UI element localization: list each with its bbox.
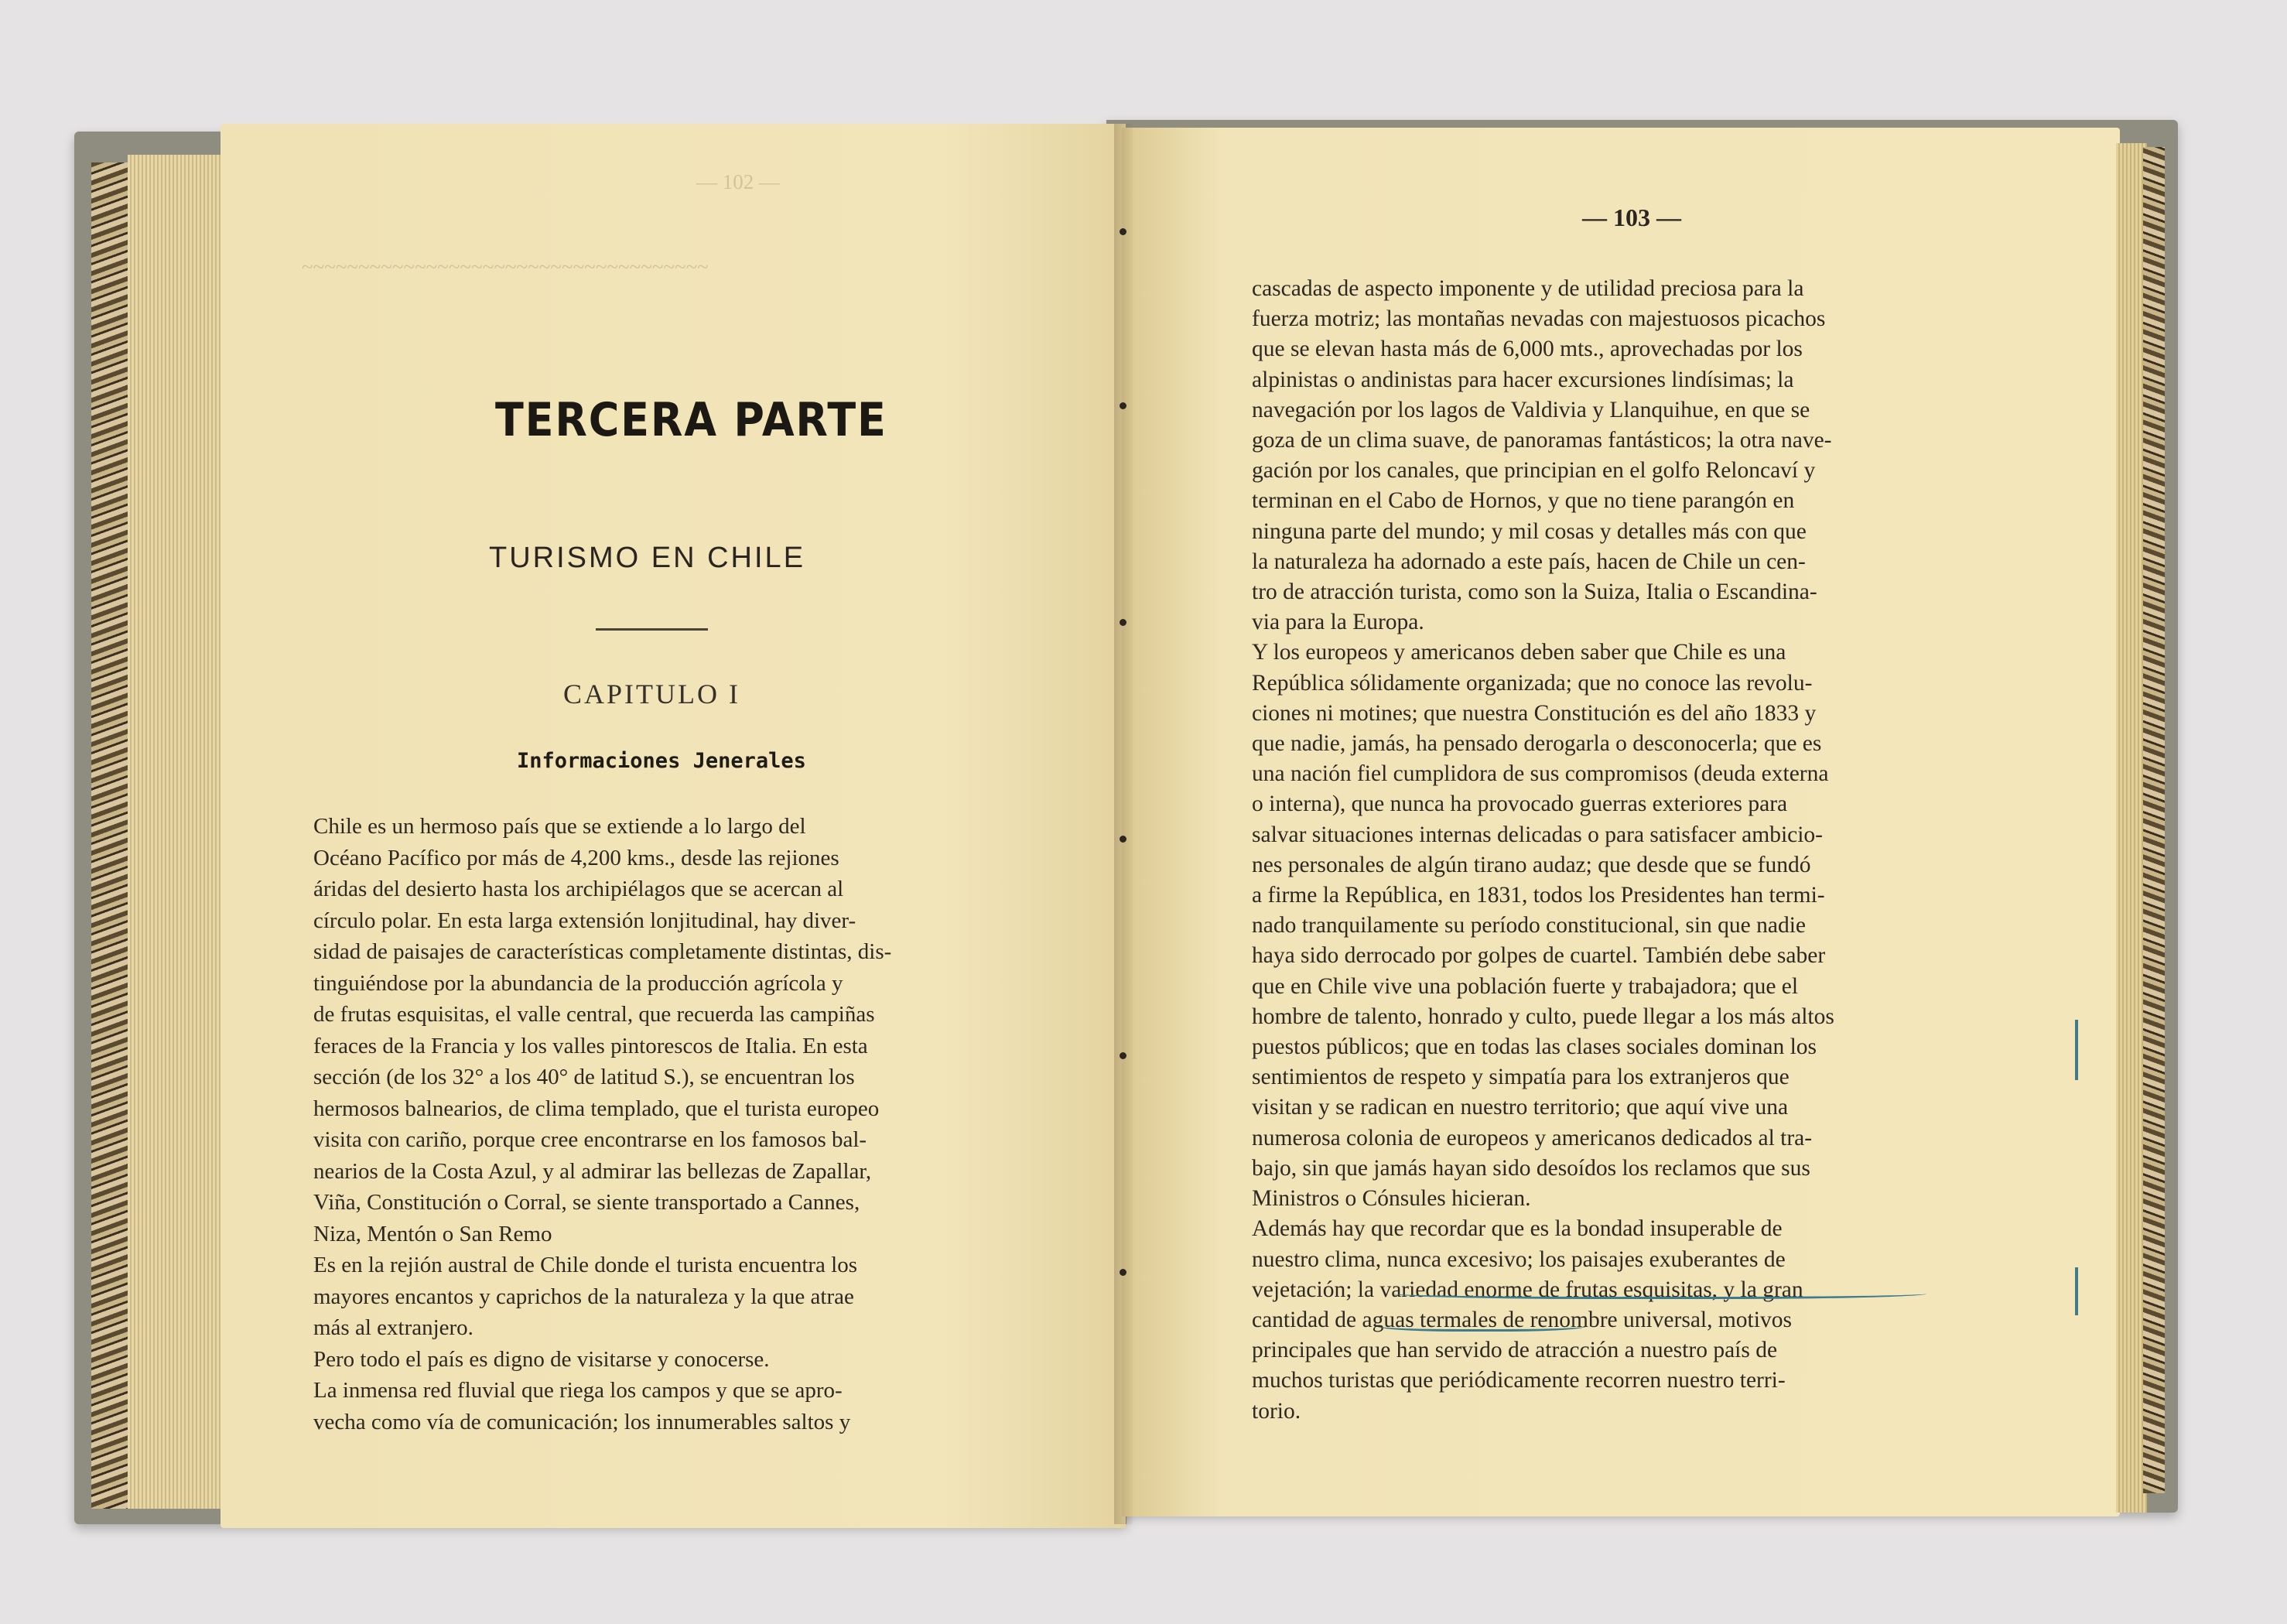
pencil-underline bbox=[1393, 1286, 1926, 1299]
text-line: que se elevan hasta más de 6,000 mts., aprovechadas por los bbox=[1252, 337, 1803, 362]
text-line: la naturaleza ha adornado a este país, hacen de Chile un cen- bbox=[1252, 549, 1806, 574]
text-line: sidad de paisajes de características completamente distintas, dis- bbox=[313, 939, 892, 964]
text-line: Ministros o Cónsules hicieran. bbox=[1252, 1186, 1531, 1212]
text-line: cascadas de aspecto imponente y de utilidad preciosa para la bbox=[1252, 276, 1804, 301]
text-line: bajo, sin que jamás hayan sido desoídos los reclamos que sus bbox=[1252, 1155, 1810, 1181]
text-line: Y los europeos y americanos deben saber que Chile es una bbox=[1252, 640, 1786, 665]
text-line: Océano Pacífico por más de 4,200 kms., desde las rejiones bbox=[313, 845, 839, 870]
text-line: gación por los canales, que principian en el golfo Reloncaví y bbox=[1252, 458, 1816, 484]
text-line: Niza, Mentón o San Remo bbox=[313, 1221, 552, 1246]
text-line: La inmensa red fluvial que riega los campos y que se apro- bbox=[313, 1378, 843, 1403]
text-line: Viña, Constitución o Corral, se siente transportado a Cannes, bbox=[313, 1190, 860, 1215]
text-line: de frutas esquisitas, el valle central, que recuerda las campiñas bbox=[313, 1002, 875, 1027]
text-line: nes personales de algún tirano audaz; que desde que se fundó bbox=[1252, 852, 1811, 877]
text-line: a firme la República, en 1831, todos los Presidentes han termi- bbox=[1252, 883, 1825, 908]
text-line: que en Chile vive una población fuerte y trabajadora; que el bbox=[1252, 973, 1799, 999]
text-line: haya sido derrocado por golpes de cuartel. También debe saber bbox=[1252, 943, 1826, 969]
text-line: terminan en el Cabo de Hornos, y que no tiene parangón en bbox=[1252, 488, 1795, 514]
text-line: vejetación; la variedad enorme de frutas esquisitas, y la gran bbox=[1252, 1277, 1803, 1302]
chapter-title: CAPITULO I bbox=[563, 679, 740, 709]
text-line: nearios de la Costa Azul, y al admirar las bellezas de Zapallar, bbox=[313, 1158, 872, 1184]
text-line: Además hay que recordar que es la bondad insuperable de bbox=[1252, 1216, 1783, 1242]
text-line: cantidad de aguas termales de renombre universal, motivos bbox=[1252, 1307, 1792, 1332]
text-line: muchos turistas que periódicamente recorren nuestro terri- bbox=[1252, 1368, 1786, 1393]
text-line: salvar situaciones internas delicadas o para satisfacer ambicio- bbox=[1252, 822, 1824, 847]
text-line: goza de un clima suave, de panoramas fantásticos; la otra nave- bbox=[1252, 428, 1832, 453]
margin-pencil-mark bbox=[2075, 1267, 2078, 1315]
text-line: nado tranquilamente su período constitucional, sin que nadie bbox=[1252, 913, 1807, 939]
text-line: principales que han servido de atracción a nuestro país de bbox=[1252, 1338, 1778, 1363]
marbled-endpaper-right bbox=[2143, 147, 2165, 1493]
section-title: Informaciones Jenerales bbox=[517, 749, 806, 773]
page-number: — 103 — bbox=[1582, 203, 1681, 231]
text-line: tinguiéndose por la abundancia de la producción agrícola y bbox=[313, 970, 843, 996]
binding-stitch bbox=[1120, 228, 1126, 235]
text-line: mayores encantos y caprichos de la naturaleza y la que atrae bbox=[313, 1284, 854, 1309]
text-line: áridas del desierto hasta los archipiélagos que se acercan al bbox=[313, 877, 844, 901]
binding-stitch bbox=[1120, 1269, 1126, 1276]
left-page-body bbox=[313, 811, 1044, 1438]
text-line: feraces de la Francia y los valles pintorescos de Italia. En esta bbox=[313, 1033, 868, 1058]
text-line: ciones ni motines; que nuestra Constitución es del año 1833 y bbox=[1252, 700, 1817, 726]
text-line: puestos públicos; que en todas las clases sociales dominan los bbox=[1252, 1034, 1817, 1060]
right-page-body bbox=[1252, 274, 2053, 1427]
page-edges-right bbox=[2116, 143, 2147, 1513]
pencil-underline bbox=[1377, 1318, 1586, 1332]
text-line: Es en la rejión austral de Chile donde el turista encuentra los bbox=[313, 1253, 858, 1277]
bleed-through-text: ~~~~~~~~~~~~~~~~~~~~~~~~~~~~~~~~~~~~ bbox=[302, 255, 709, 279]
text-line: alpinistas o andinistas para hacer excursiones lindísimas; la bbox=[1252, 367, 1794, 392]
text-line: sentimientos de respeto y simpatía para los extranjeros que bbox=[1252, 1065, 1790, 1090]
text-line: hombre de talento, honrado y culto, puede llegar a los más altos bbox=[1252, 1003, 1834, 1029]
text-line: numerosa colonia de europeos y americanos dedicados al tra- bbox=[1252, 1125, 1813, 1150]
text-line: fuerza motriz; las montañas nevadas con majestuosos picachos bbox=[1252, 306, 1826, 332]
text-line: nuestro clima, nunca excesivo; los paisajes exuberantes de bbox=[1252, 1246, 1786, 1272]
text-line: visita con cariño, porque cree encontrarse en los famosos bal- bbox=[313, 1127, 867, 1152]
binding-stitch bbox=[1120, 1052, 1126, 1059]
text-line: más al extranjero. bbox=[313, 1315, 473, 1340]
text-line: que nadie, jamás, ha pensado derogarla o desconocerla; que es bbox=[1252, 731, 1822, 757]
margin-pencil-mark bbox=[2075, 1020, 2078, 1080]
text-line: Chile es un hermoso país que se extiende a lo largo del bbox=[313, 814, 806, 839]
binding-stitch bbox=[1120, 836, 1126, 843]
page-heading: TERCERA PARTE bbox=[495, 393, 887, 447]
binding-stitch bbox=[1120, 619, 1126, 626]
text-line: sección (de los 32° a los 40° de latitud S.), se encuentran los bbox=[313, 1065, 855, 1089]
text-line: hermosos balnearios, de clima templado, que el turista europeo bbox=[313, 1096, 880, 1121]
text-line: navegación por los lagos de Valdivia y Llanquihue, en que se bbox=[1252, 397, 1810, 422]
text-line: visitan y se radican en nuestro territorio; que aquí vive una bbox=[1252, 1095, 1789, 1120]
text-line: círculo polar. En esta larga extensión lonjitudinal, hay diver- bbox=[313, 908, 856, 933]
page-subheading: TURISMO EN CHILE bbox=[489, 542, 806, 574]
book-gutter bbox=[1114, 124, 1133, 1524]
text-line: tro de atracción turista, como son la Suiza, Italia o Escandina- bbox=[1252, 580, 1817, 605]
text-line: una nación fiel cumplidora de sus compromisos (deuda externa bbox=[1252, 761, 1829, 787]
divider-rule bbox=[596, 628, 708, 631]
text-line: o interna), que nunca ha provocado guerras exteriores para bbox=[1252, 791, 1788, 817]
text-line: vecha como vía de comunicación; los innumerables saltos y bbox=[313, 1409, 851, 1434]
text-line: torio. bbox=[1252, 1398, 1301, 1424]
text-line: via para la Europa. bbox=[1252, 610, 1424, 635]
text-line: ninguna parte del mundo; y mil cosas y detalles más con que bbox=[1252, 518, 1807, 544]
text-line: República sólidamente organizada; que no conoce las revolu- bbox=[1252, 670, 1813, 696]
bleed-through-text: — 102 — bbox=[696, 170, 780, 193]
page-edges-left bbox=[128, 155, 236, 1509]
binding-stitch bbox=[1120, 402, 1126, 409]
text-line: Pero todo el país es digno de visitarse y conocerse. bbox=[313, 1346, 770, 1372]
